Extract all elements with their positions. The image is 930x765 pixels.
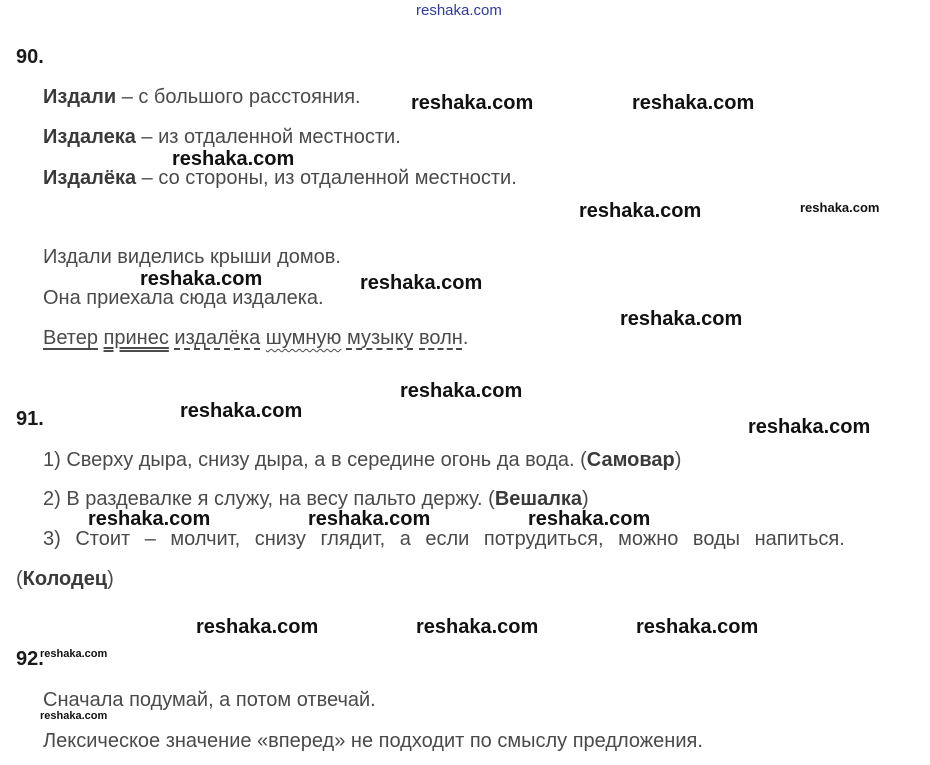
answer-line: Лексическое значение «вперед» не подходит по смыслу предложения. bbox=[43, 730, 703, 752]
watermark-text: reshaka.com bbox=[400, 380, 523, 402]
riddle-close: ) bbox=[674, 449, 682, 471]
riddle-text: 2) В раздевалке я служу, на весу пальто держу. ( bbox=[43, 488, 495, 510]
riddle-open: ( bbox=[16, 568, 23, 590]
watermark-text: reshaka.com bbox=[800, 200, 880, 215]
definition-line bbox=[43, 126, 401, 149]
object-word: музыку bbox=[346, 327, 414, 349]
watermark-text: reshaka.com bbox=[172, 148, 295, 170]
watermark-text: reshaka.com bbox=[579, 200, 702, 222]
subject-word: Ветер bbox=[43, 327, 98, 349]
watermark-text: reshaka.com bbox=[360, 272, 483, 294]
attribute-word: шумную bbox=[265, 327, 342, 349]
definition-line bbox=[43, 86, 361, 109]
watermark-text: reshaka.com bbox=[411, 92, 534, 114]
watermark-text: reshaka.com bbox=[40, 648, 108, 660]
riddle-answer: Вешалка bbox=[494, 488, 583, 510]
definition-term: Издалека bbox=[43, 126, 136, 148]
watermark-text: reshaka.com bbox=[748, 416, 871, 438]
riddle-line bbox=[16, 568, 114, 591]
riddle-line bbox=[43, 449, 681, 472]
watermark-text: reshaka.com bbox=[180, 400, 303, 422]
watermark-text: reshaka.com bbox=[636, 616, 759, 638]
analyzed-sentence bbox=[43, 327, 468, 350]
watermark-text: reshaka.com bbox=[196, 616, 319, 638]
riddle-close: ) bbox=[107, 568, 114, 590]
watermark-text: reshaka.com bbox=[40, 710, 108, 722]
definition-text: – из отдаленной местности. bbox=[135, 126, 401, 148]
sentence-end: . bbox=[462, 327, 469, 349]
example-sentence: Издали виделись крыши домов. bbox=[43, 246, 341, 268]
object-word: волн bbox=[419, 327, 463, 349]
watermark-text: reshaka.com bbox=[528, 508, 651, 530]
watermark-text: reshaka.com bbox=[88, 508, 211, 530]
exercise-number-92: 92. bbox=[16, 648, 44, 670]
adverbial-word: издалёка bbox=[174, 327, 261, 349]
watermark-text: reshaka.com bbox=[620, 308, 743, 330]
exercise-number-91: 91. bbox=[16, 408, 44, 430]
site-header-text: reshaka.com bbox=[416, 2, 502, 19]
riddle-text: 1) Сверху дыра, снизу дыра, а в середине огонь да вода. ( bbox=[43, 449, 587, 471]
riddle-answer: Колодец bbox=[22, 568, 108, 590]
watermark-text: reshaka.com bbox=[308, 508, 431, 530]
definition-term: Издали bbox=[43, 86, 117, 108]
definition-text: – со стороны, из отдаленной местности. bbox=[136, 167, 517, 189]
riddle-close: ) bbox=[582, 488, 589, 510]
example-sentence: Она приехала сюда издалека. bbox=[43, 287, 324, 309]
predicate-word: принес bbox=[103, 327, 169, 349]
riddle-answer: Самовар bbox=[586, 449, 675, 471]
watermark-text: reshaka.com bbox=[416, 616, 539, 638]
exercise-number-90: 90. bbox=[16, 46, 44, 68]
riddle-text: 3) Стоит – молчит, снизу глядит, а если потрудиться, можно воды напиться. bbox=[43, 528, 845, 550]
watermark-text: reshaka.com bbox=[140, 268, 263, 290]
definition-text: – с большого расстояния. bbox=[116, 86, 361, 108]
watermark-text: reshaka.com bbox=[632, 92, 755, 114]
answer-line: Сначала подумай, а потом отвечай. bbox=[43, 689, 376, 711]
definition-term: Издалёка bbox=[43, 167, 137, 189]
